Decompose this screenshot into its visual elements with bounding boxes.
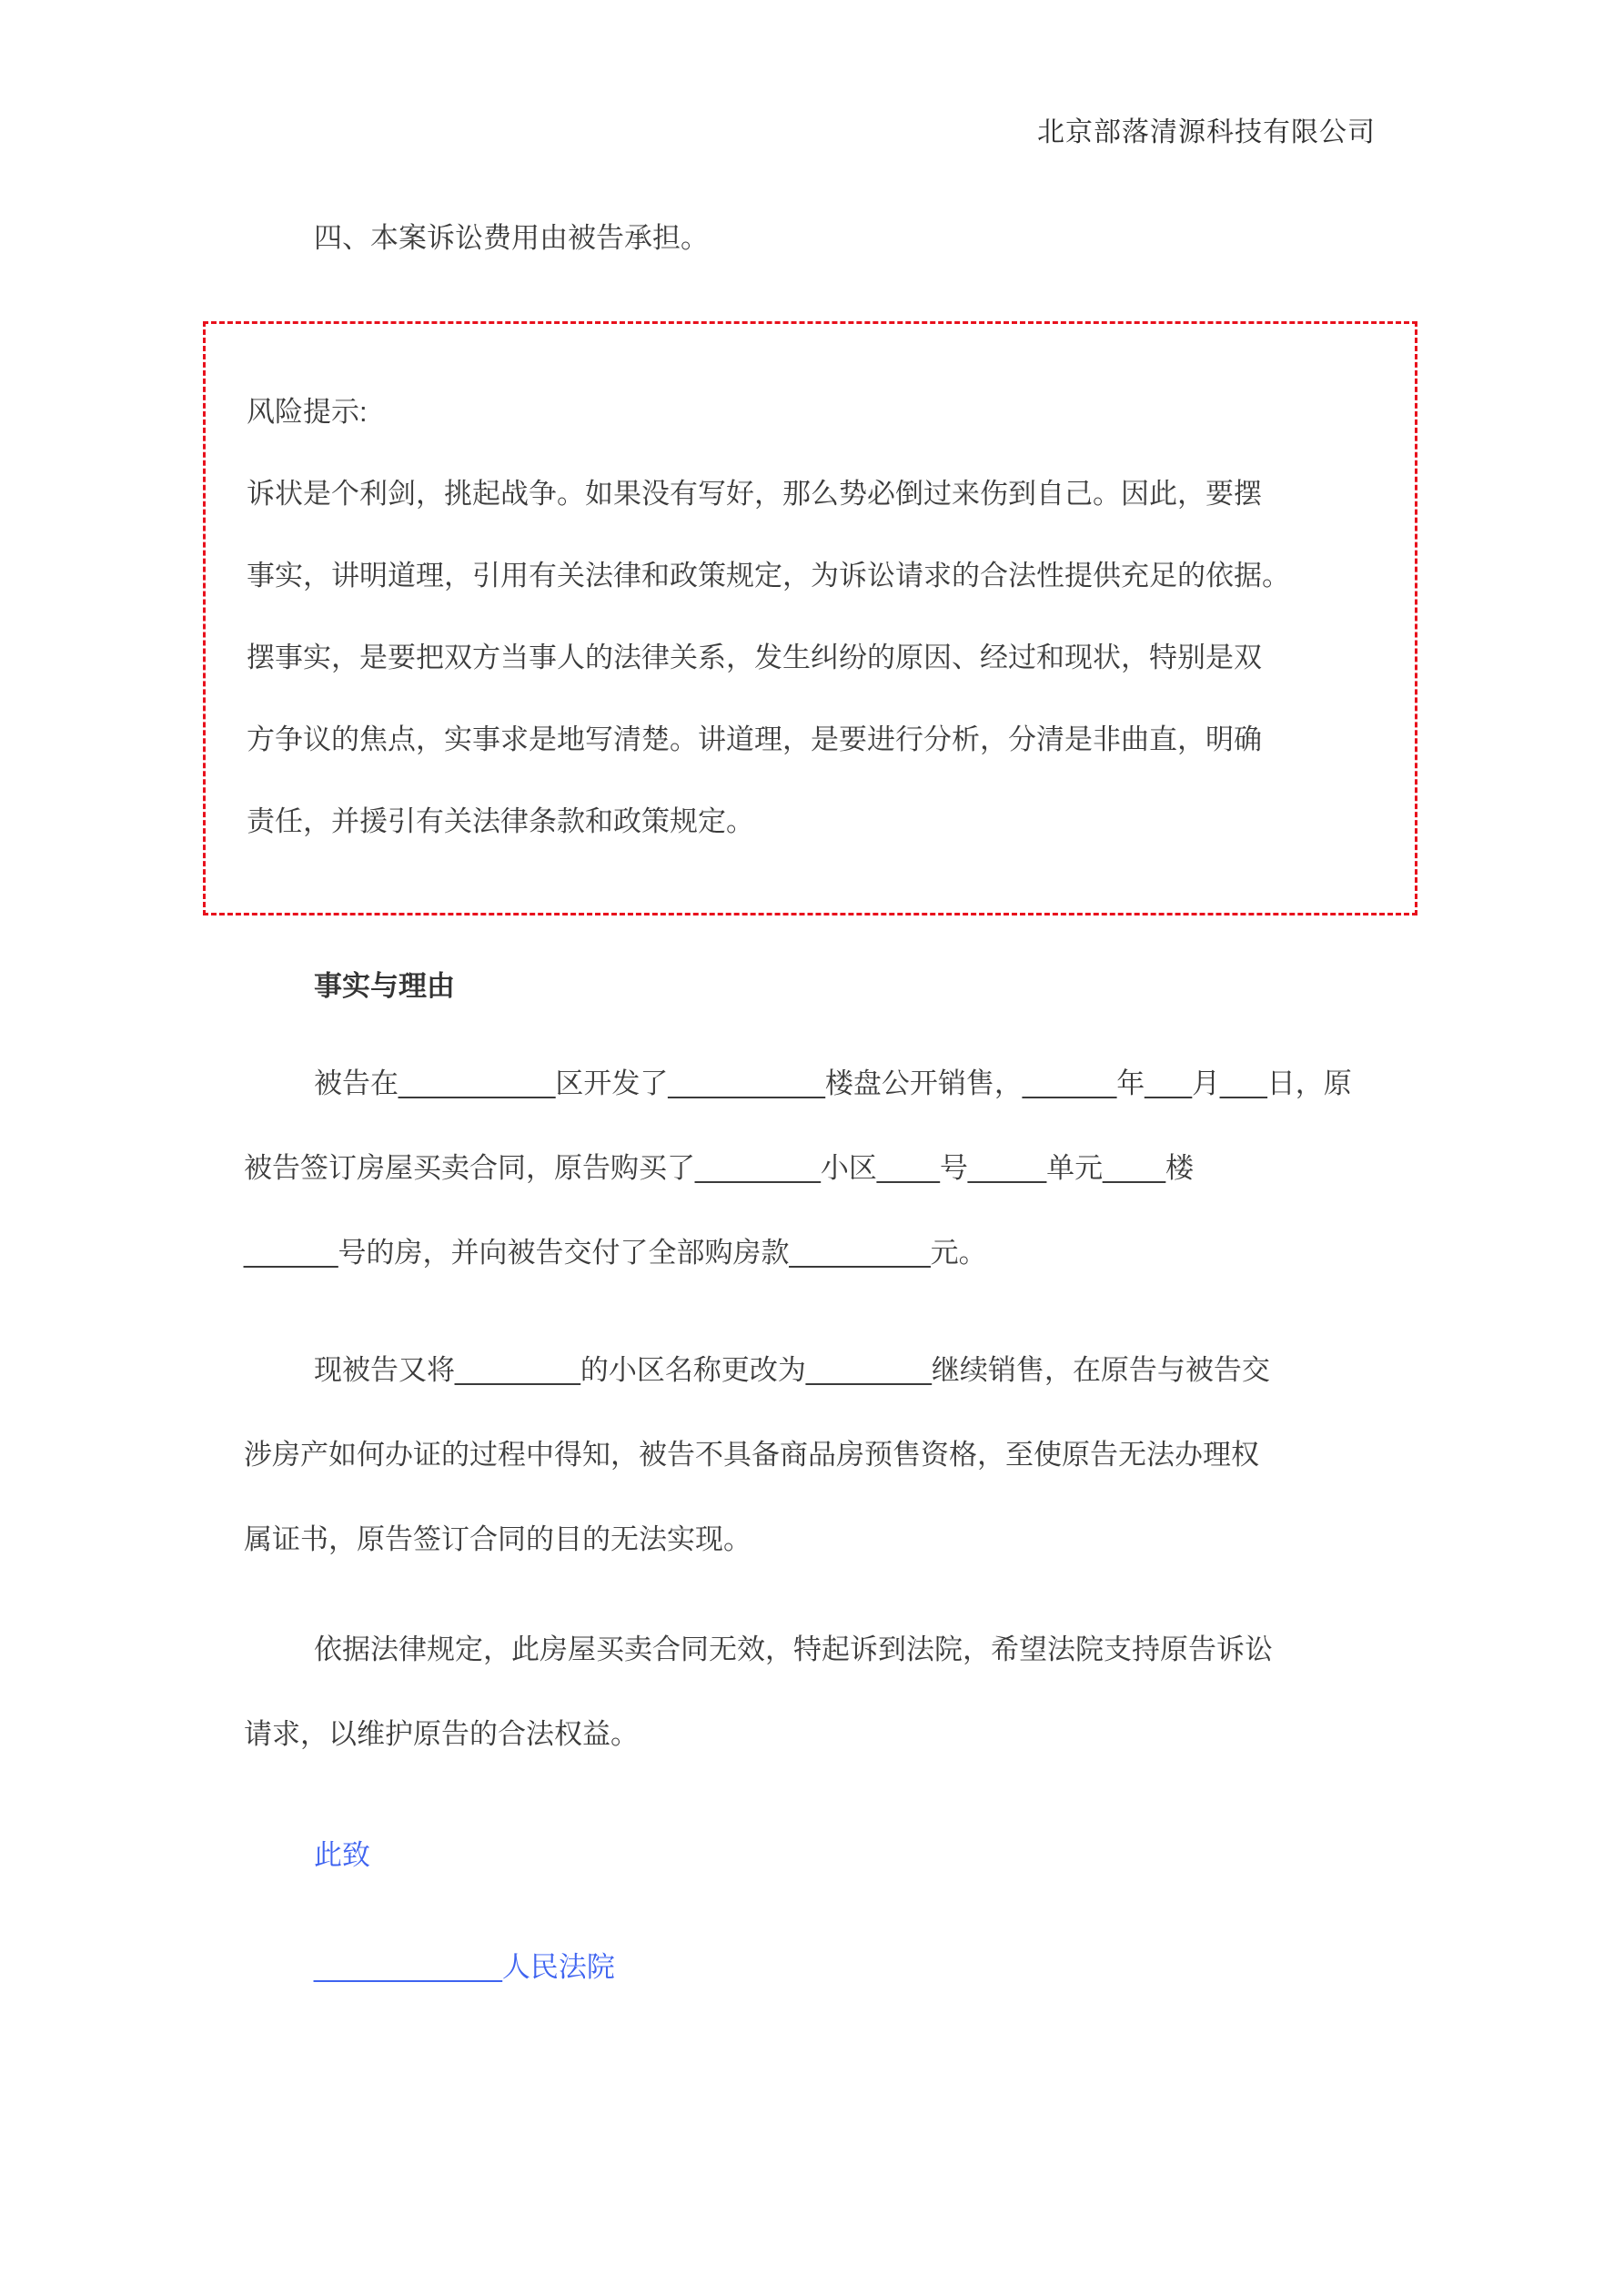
clause-four-line: 四、本案诉讼费用由被告承担。: [314, 222, 709, 254]
court-blank-line: ____________人民法院: [314, 1951, 615, 1983]
facts-and-reasons-heading: 事实与理由: [314, 970, 455, 1002]
paragraph-line: 被告签订房屋买卖合同，原告购买了________小区____号_____单元____楼: [244, 1152, 1195, 1184]
paragraph-line: 现被告又将________的小区名称更改为________继续销售，在原告与被告交: [314, 1354, 1270, 1386]
risk-warning-box: [203, 321, 1417, 915]
paragraph-line: 涉房产如何办证的过程中得知，被告不具备商品房预售资格，至使原告无法办理权: [244, 1439, 1259, 1471]
risk-box-line: 责任，并援引有关法律条款和政策规定。: [247, 805, 754, 837]
paragraph-line: 请求，以维护原告的合法权益。: [244, 1718, 639, 1750]
facts-paragraph-3: [244, 1607, 1408, 1776]
risk-box-line: 方争议的焦点，实事求是地写清楚。讲道理，是要进行分析，分清是非曲直，明确: [247, 723, 1262, 755]
paragraph-line: 被告在__________区开发了__________楼盘公开销售，______年___月___日，原: [314, 1067, 1352, 1099]
risk-box-title: 风险提示:: [247, 396, 368, 428]
risk-box-line: 摆事实，是要把双方当事人的法律关系，发生纠纷的原因、经过和现状，特别是双: [247, 642, 1262, 673]
facts-paragraph-2: [244, 1328, 1408, 1582]
paragraph-line: 依据法律规定，此房屋买卖合同无效，特起诉到法院，希望法院支持原告诉讼: [314, 1633, 1273, 1665]
risk-box-line: 事实，讲明道理，引用有关法律和政策规定，为诉讼请求的合法性提供充足的依据。: [247, 560, 1290, 592]
company-name: 北京部落清源科技有限公司: [1037, 117, 1376, 147]
facts-paragraph-1: [244, 1041, 1408, 1295]
paragraph-line: ______号的房，并向被告交付了全部购房款_________元。: [244, 1237, 987, 1269]
paragraph-line: 属证书，原告签订合同的目的无法实现。: [244, 1523, 751, 1555]
risk-box-line: 诉状是个利剑，挑起战争。如果没有写好，那么势必倒过来伤到自己。因此，要摆: [247, 478, 1262, 510]
closing-salute: 此致: [314, 1839, 370, 1871]
